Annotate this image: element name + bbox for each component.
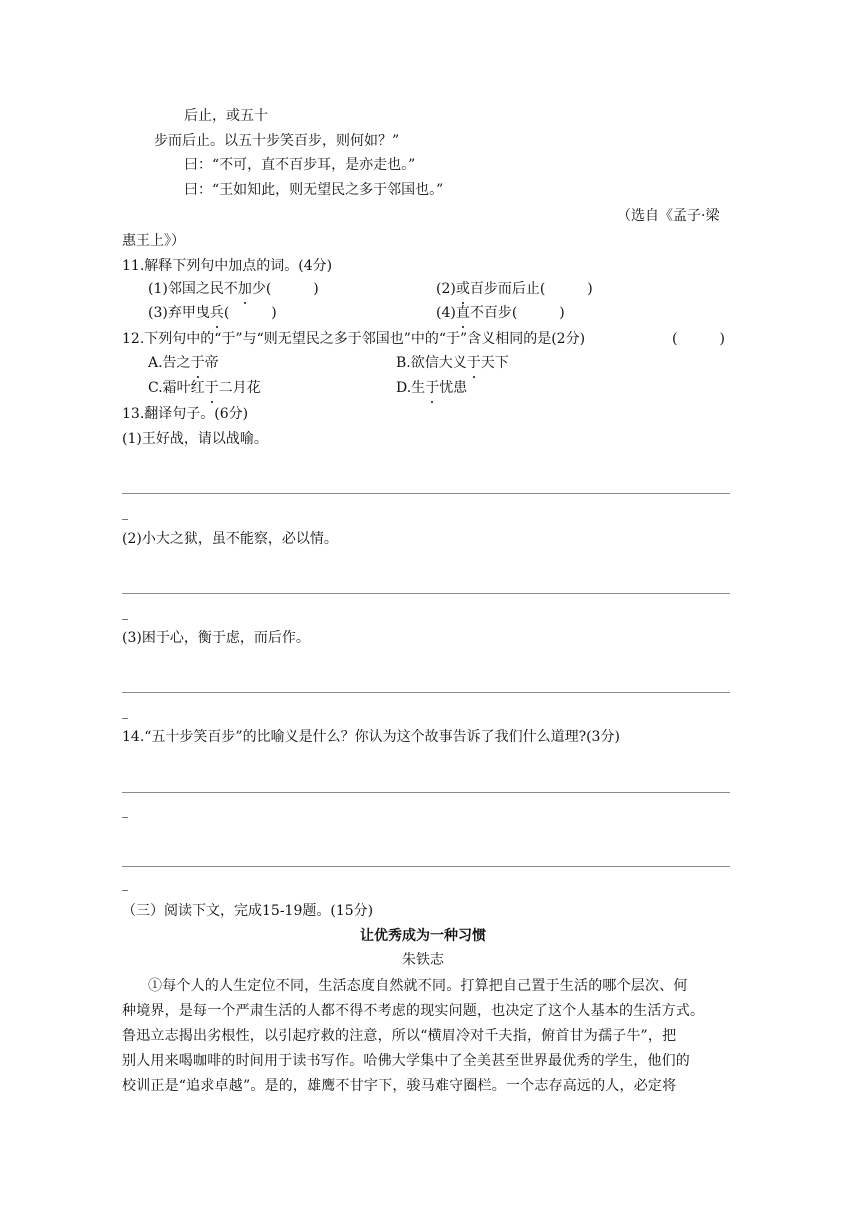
answer-line-tick [122,519,128,520]
question-11-item-2 [436,279,593,299]
answer-line[interactable] [122,493,730,494]
question-14-stem: 14.“五十步笑百步”的比喻义是什么？你认为这个故事告诉了我们什么道理?(3分) [122,729,620,745]
dotted-word: 于 [190,355,205,371]
option-text: C.霜叶红 [148,380,205,396]
article-paragraph-line: 种境界，是每一个严肃生活的人都不得不考虑的现实问题，也决定了这个人基本的生活方式。 [122,1003,705,1019]
option-text: B.欲信大义 [396,355,467,371]
passage-line: 曰：“王如知此，则无望民之多于邻国也。” [184,182,444,198]
passage-source-cont: 惠王上》） [122,233,185,249]
answer-line-tick [122,619,128,620]
article-author: 朱铁志 [402,952,444,968]
question-13-sentence-1: (1)王好战，请以战喻。 [122,431,268,447]
question-13-stem: 13.翻译句子。(6分) [122,406,249,422]
question-12-option-b[interactable] [396,353,509,373]
answer-line[interactable] [122,593,730,594]
item-text: (1)邻国之民不 [148,281,238,297]
article-paragraph-line: 别人用来喝咖啡的时间用于读书写作。哈佛大学集中了全美甚至世界最优秀的学生，他们的 [122,1053,690,1069]
dotted-word: 加 [237,281,252,297]
dotted-word: 或 [455,281,470,297]
option-text: 二月花 [218,380,261,396]
dotted-word: 于 [425,380,440,396]
item-text: (2) [436,281,456,297]
article-paragraph-line: 校训正是“追求卓越”。是的，雄鹰不甘宇下，骏马难守圈栏。一个志存高远的人，必定将 [122,1078,677,1094]
answer-line-tick [122,718,128,719]
question-13-sentence-3: (3)困于心，衡于虑，而后作。 [122,630,310,646]
answer-line[interactable] [122,692,730,693]
answer-blank[interactable]: ( ) [223,305,277,321]
question-12-answer-blank[interactable]: ( ) [672,331,725,347]
option-text: 忧患 [439,380,468,396]
dotted-word: 于 [466,355,481,371]
article-title: 让优秀成为一种习惯 [360,928,486,944]
item-text: (3)弃甲曳 [148,305,210,321]
question-11-item-4 [436,303,565,323]
item-text: (4) [436,305,456,321]
question-12-stem: 12.下列句中的“于”与“则无望民之多于邻国也”中的“于”含义相同的是(2分) [122,331,586,347]
question-13-sentence-2: (2)小大之狱，虽不能察，必以情。 [122,531,338,547]
option-text: 天下 [480,355,509,371]
passage-line: 曰：“不可，直不百步耳，是亦走也。” [184,157,416,173]
dotted-word: 直 [455,305,470,321]
article-paragraph-line: 鲁迅立志揭出劣根性，以引起疗救的注意，所以“横眉冷对千夫指，俯首甘为孺子牛”，把 [122,1028,677,1044]
answer-line-tick [122,890,128,891]
question-12-option-c[interactable] [148,378,261,398]
question-12-option-a[interactable] [148,353,219,373]
question-12-option-d[interactable] [396,378,467,398]
option-text: D.生 [396,380,426,396]
answer-blank[interactable]: 少( ) [251,281,319,297]
answer-line-tick [122,817,128,818]
question-11-stem: 11.解释下列句中加点的词。(4分) [122,258,333,274]
dotted-word: 于 [204,380,219,396]
question-11-item-3 [148,303,277,323]
section-heading: （三）阅读下文，完成15-19题。(15分) [122,903,374,919]
option-text: A.告之 [148,355,191,371]
article-paragraph-line: ①每个人的人生定位不同，生活态度自然就不同。打算把自己置于生活的哪个层次、何 [148,978,688,994]
passage-source: （选自《孟子·梁 [617,208,720,224]
answer-line[interactable] [122,866,730,867]
passage-line: 后止，或五十 [184,108,268,124]
question-11-item-1 [148,279,319,299]
passage-line: 步而后止。以五十步笑百步，则何如？” [154,133,400,149]
dotted-word: 兵 [209,305,224,321]
option-text: 帝 [204,355,219,371]
answer-blank[interactable]: 百步而后止( ) [469,281,593,297]
answer-line[interactable] [122,792,730,793]
answer-blank[interactable]: 不百步( ) [469,305,565,321]
